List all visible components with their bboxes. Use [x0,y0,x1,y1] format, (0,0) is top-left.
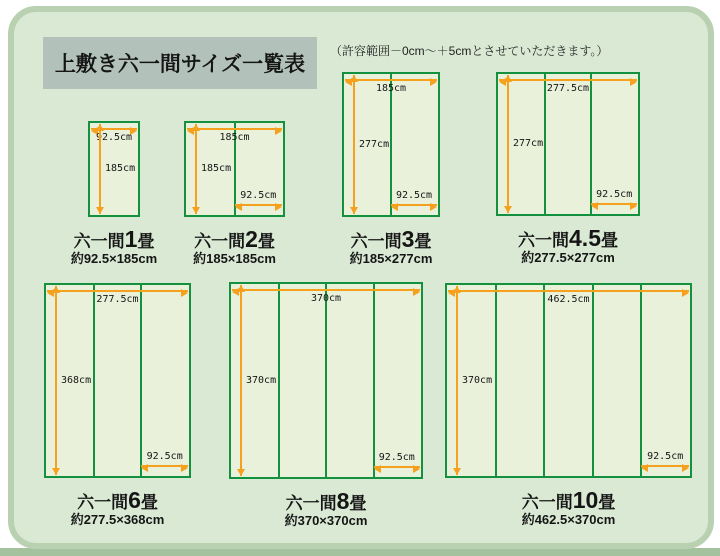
caption-unit: 畳 [598,493,616,512]
tatami-divider [592,285,594,476]
diagram-10jo [445,283,692,527]
diagram-4-5jo [496,72,640,265]
diagram-size-label: 約277.5×368cm [70,512,165,527]
tatami-rect [184,121,285,217]
caption-count: 6 [128,487,141,513]
diagram-size-label: 約370×370cm [284,513,368,528]
width-dimension-label: 277.5cm [546,83,590,94]
height-dimension-label: 370cm [462,374,493,386]
caption-unit: 畳 [600,231,618,250]
tatami-rect [88,121,140,217]
tatami-divider [278,284,280,477]
height-dimension-label: 185cm [201,163,232,174]
tatami-rect [342,72,440,217]
tolerance-note: （許容範囲－0cm～＋5cmとさせていただきます。） [330,44,609,58]
caption-count: 8 [336,488,350,514]
tatami-rect [229,282,423,479]
caption-count: 2 [245,226,258,252]
width-dimension-arrow [47,290,188,292]
height-dimension-arrow [240,285,242,476]
diagram-size-label: 約92.5×185cm [70,251,158,266]
width-dimension-label: 370cm [310,293,342,304]
diagram-size-label: 約185×185cm [193,251,276,266]
unit-width-arrow [141,465,188,467]
height-dimension-label: 277cm [513,138,544,149]
unit-width-arrow [641,465,689,467]
unit-width-arrow [235,204,283,206]
unit-width-arrow [374,466,421,468]
tatami-rect [496,72,640,216]
diagram-size-label: 約185×277cm [349,251,433,266]
caption-unit: 畳 [349,494,367,513]
caption-prefix: 六一間 [77,493,129,512]
width-dimension-arrow [345,79,437,81]
height-dimension-arrow [507,75,509,213]
height-dimension-arrow [353,75,355,214]
height-dimension-label: 370cm [246,374,277,386]
tatami-divider [543,285,545,476]
height-dimension-label: 277cm [359,138,390,150]
width-dimension-label: 462.5cm [547,294,590,305]
caption-count: 3 [401,226,415,252]
height-dimension-arrow [195,124,197,214]
width-dimension-label: 277.5cm [96,294,139,305]
unit-width-arrow [391,204,437,206]
height-dimension-label: 368cm [61,374,92,386]
tatami-divider [495,285,497,476]
caption-prefix: 六一間 [350,232,402,251]
diagram-6jo [44,283,191,527]
unit-width-label: 92.5cm [395,190,433,201]
caption-unit: 畳 [140,493,158,512]
unit-width-label: 92.5cm [647,451,684,462]
caption-prefix: 六一間 [285,494,337,513]
caption-unit: 畳 [257,232,275,251]
caption-unit: 畳 [414,232,432,251]
title-box [43,37,317,89]
unit-width-label: 92.5cm [146,451,183,462]
tatami-divider [640,285,642,476]
diagram-size-label: 約462.5×370cm [521,512,616,527]
tatami-divider [325,284,327,477]
tatami-rect [44,283,191,478]
tatami-divider [93,285,95,476]
width-dimension-arrow [187,128,282,130]
caption-count: 1 [124,226,138,252]
width-dimension-arrow [232,289,420,291]
height-dimension-arrow [55,286,57,475]
unit-width-arrow [591,203,637,205]
caption-prefix: 六一間 [194,232,246,251]
diagram-size-label: 約277.5×277cm [521,250,615,265]
bottom-strip [0,548,720,556]
width-dimension-label: 185cm [375,83,407,94]
diagram-8jo [229,282,423,528]
unit-width-label: 92.5cm [378,452,415,463]
caption-unit: 畳 [137,232,155,251]
unit-width-label: 92.5cm [240,190,277,201]
width-dimension-label: 185cm [219,132,250,143]
caption-prefix: 六一間 [73,232,125,251]
diagram-1jo [70,121,158,266]
unit-width-label: 92.5cm [596,189,633,200]
caption-count: 10 [572,487,599,513]
caption-prefix: 六一間 [518,231,570,250]
tatami-divider [140,285,142,476]
tatami-divider [544,74,546,214]
height-dimension-label: 185cm [105,163,136,174]
width-dimension-arrow [448,290,689,292]
diagram-3jo [342,72,440,266]
width-dimension-arrow [499,79,637,81]
width-dimension-label: 92.5cm [95,132,133,143]
caption-prefix: 六一間 [521,493,573,512]
tatami-divider [373,284,375,477]
height-dimension-arrow [456,286,458,475]
caption-count: 4.5 [569,225,601,251]
diagram-2jo [184,121,285,266]
page-title: 上敷き六一間サイズ一覧表 [54,53,306,76]
tatami-rect [445,283,692,478]
height-dimension-arrow [99,124,101,214]
